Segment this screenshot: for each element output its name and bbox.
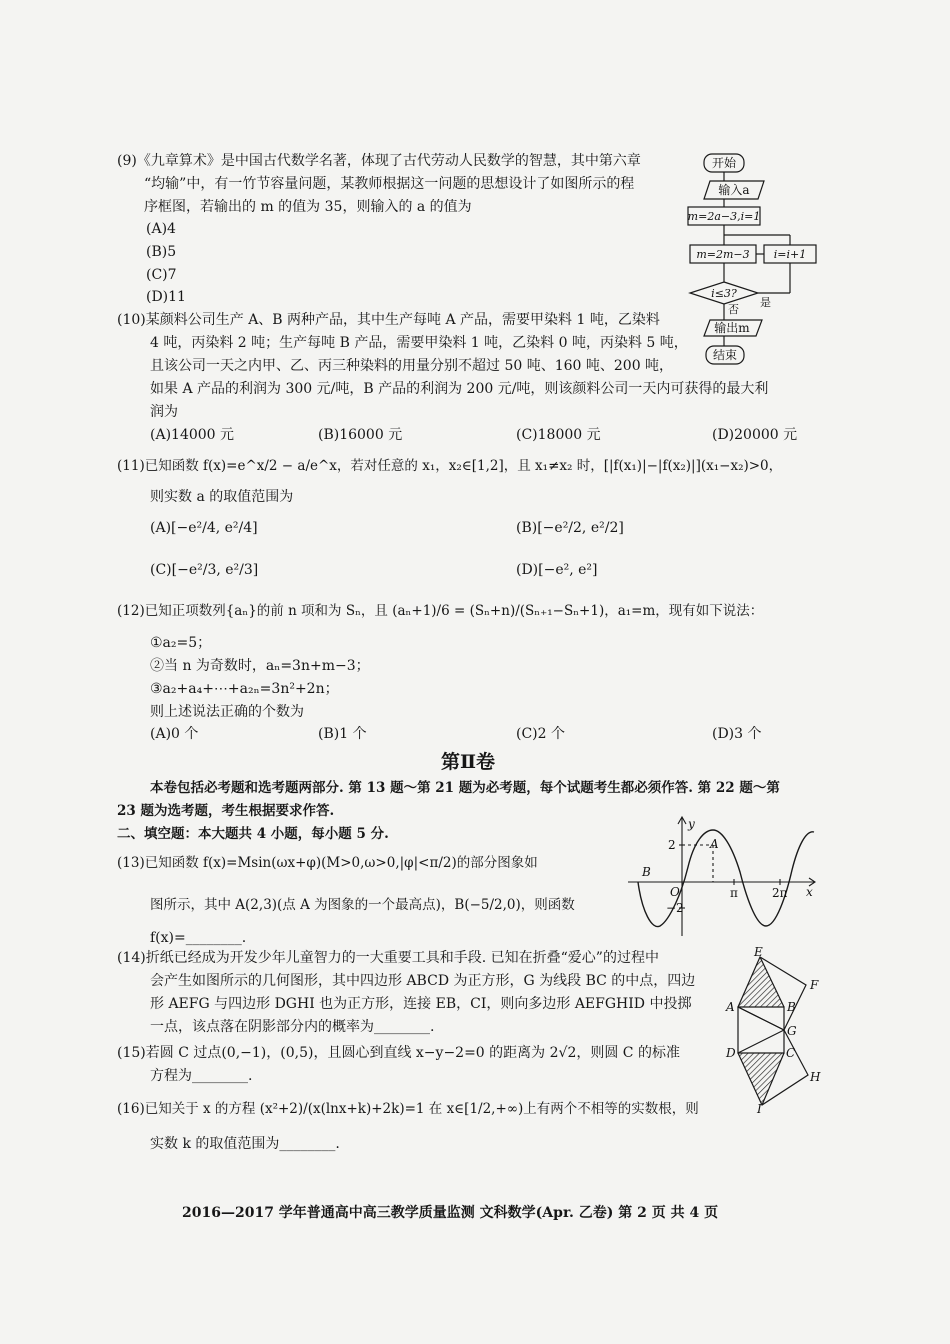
graph-tick-2pi: 2π [772,886,788,900]
sine-graph [622,812,820,940]
upper-shaded-region [738,957,784,1007]
flow-init-label: m=2a−3,i=1 [687,210,761,223]
graph-point-b: B [642,865,651,879]
q9-line1: (9)《九章算术》是中国古代数学名著，体现了古代劳动人民数学的智慧，其中第六章 [117,153,641,169]
q11-option-c: (C)[−e²/3, e²/3] [150,562,259,578]
q10-line1: (10)某颜料公司生产 A、B 两种产品，其中生产每吨 A 产品，需要甲染料 1 吨，乙染料 [117,312,660,328]
label-g: G [787,1024,797,1038]
flow-input-label: 输入a [718,183,750,197]
graph-tick-2: 2 [668,838,676,852]
q15-line2: 方程为________. [150,1068,253,1084]
q10-option-a: (A)14000 元 [150,427,235,443]
flow-end-label: 结束 [712,348,738,362]
label-f: F [810,978,819,992]
label-a: A [726,1000,735,1014]
q11-option-a: (A)[−e²/4, e²/4] [150,520,258,536]
label-e: E [754,945,763,959]
q9-line2: “均输”中，有一竹节容量问题，某教师根据这一问题的思想设计了如图所示的程 [144,176,635,192]
q14-line3: 形 AEFG 与四边形 DGHI 也为正方形，连接 EB，CI，则向多边形 AEFGHID 中投掷 [150,996,692,1012]
q10-option-c: (C)18000 元 [516,427,601,443]
flow-output-label: 输出m [714,321,750,335]
flow-no-label: 否 [728,303,739,316]
q10-line5: 润为 [150,404,178,420]
square-abcd [738,1007,784,1053]
graph-point-a: A [710,837,719,851]
geometry-figure [720,945,828,1115]
q14-line1: (14)折纸已经成为开发少年儿童智力的一大重要工具和手段. 已知在折叠“爱心”的过程中 [117,950,659,966]
flow-update-m-label: m=2m−3 [696,248,750,261]
q11-option-d: (D)[−e², e²] [516,562,598,578]
label-c: C [786,1046,796,1060]
part2-title: 第Ⅱ卷 [441,751,496,773]
fill-heading: 二、填空题：本大题共 4 小题，每小题 5 分. [117,826,389,842]
q12-option-a: (A)0 个 [150,726,199,742]
graph-y-label: y [688,817,695,831]
q12-statement-2: ②当 n 为奇数时，aₙ=3n+m−3； [150,658,370,674]
q10-line4: 如果 A 产品的利润为 300 元/吨，B 产品的利润为 200 元/吨，则该颜料公司一天内可获得的最大利 [150,381,769,397]
q9-option-a: (A)4 [146,221,176,237]
q11-option-b: (B)[−e²/2, e²/2] [516,520,624,536]
q12-option-d: (D)3 个 [712,726,762,742]
q16-line2: 实数 k 的取值范围为________. [150,1136,340,1152]
flow-yes-label: 是 [760,296,771,309]
q15-line1: (15)若圆 C 过点(0,−1)，(0,5)，且圆心到直线 x−y−2=0 的距离为 2√2，则圆 C 的标准 [117,1045,680,1061]
q12-line1: (12)已知正项数列{aₙ}的前 n 项和为 Sₙ，且 (aₙ+1)/6 = (Sₙ+n)/(Sₙ₊₁−Sₙ+1)，a₁=m，现有如下说法： [117,603,764,619]
q10-line2: 4 吨，丙染料 2 吨；生产每吨 B 产品，需要甲染料 1 吨，乙染料 0 吨，丙染料 5 吨， [150,335,688,351]
q12-option-c: (C)2 个 [516,726,565,742]
part2-intro-line2: 23 题为选考题，考生根据要求作答. [117,803,335,819]
q10-option-d: (D)20000 元 [712,427,798,443]
q12-statement-3: ③a₂+a₄+⋯+a₂ₙ=3n²+2n； [150,681,339,697]
q12-option-b: (B)1 个 [318,726,367,742]
q12-statement-1: ①a₂=5； [150,635,212,651]
flow-start-label: 开始 [711,156,737,170]
label-h: H [810,1070,821,1084]
graph-tick-pi: π [730,886,738,900]
q9-line3: 序框图，若输出的 m 的值为 35，则输入的 a 的值为 [144,199,472,215]
q9-option-b: (B)5 [146,244,177,260]
graph-tick-neg2: −2 [666,901,684,915]
part2-intro-line1: 本卷包括必考题和选考题两部分. 第 13 题～第 21 题为必考题，每个试题考生都必须作答. 第 22 题～第 [150,780,780,796]
q10-line3: 且该公司一天之内甲、乙、丙三种染料的用量分别不超过 50 吨、160 吨、200 吨， [150,358,674,374]
flow-condition-label: i≤3? [711,287,737,300]
label-i: I [757,1102,762,1115]
q9-option-c: (C)7 [146,267,177,283]
q12-ask: 则上述说法正确的个数为 [150,704,304,720]
q11-line1: (11)已知函数 f(x)=e^x/2 − a/e^x，若对任意的 x₁，x₂∈[1,2]，且 x₁≠x₂ 时，[|f(x₁)|−|f(x₂)|](x₁−x₂)>0， [117,458,783,474]
q13-line2: 图所示，其中 A(2,3)(点 A 为图象的一个最高点)，B(−5/2,0)，则函数 [150,897,575,913]
sine-curve [638,830,814,927]
flow-update-i-label: i=i+1 [773,248,807,261]
page-footer: 2016—2017 学年普通高中高三教学质量监测 文科数学(Apr. 乙卷) 第 2 页 共 4 页 [182,1205,719,1221]
q13-line1: (13)已知函数 f(x)=Msin(ωx+φ)(M>0,ω>0,|φ|<π/2)的部分图象如 [117,855,538,871]
graph-x-label: x [806,885,813,899]
lower-shaded-region [738,1053,784,1105]
q10-option-b: (B)16000 元 [318,427,403,443]
q13-line3: f(x)=________. [150,930,247,946]
q14-line2: 会产生如图所示的几何图形，其中四边形 ABCD 为正方形，G 为线段 BC 的中点，四边 [150,973,696,989]
flowchart-diagram [680,148,830,370]
label-b: B [787,1000,796,1014]
label-d: D [726,1046,736,1060]
q16-line1: (16)已知关于 x 的方程 (x²+2)/(x(lnx+k)+2k)=1 在 x∈[1/2,+∞)上有两个不相等的实数根，则 [117,1101,699,1117]
q14-line4: 一点，该点落在阴影部分内的概率为________. [150,1019,435,1035]
graph-origin-label: O [670,885,680,899]
q11-line2: 则实数 a 的取值范围为 [150,489,294,505]
q9-option-d: (D)11 [146,289,186,305]
